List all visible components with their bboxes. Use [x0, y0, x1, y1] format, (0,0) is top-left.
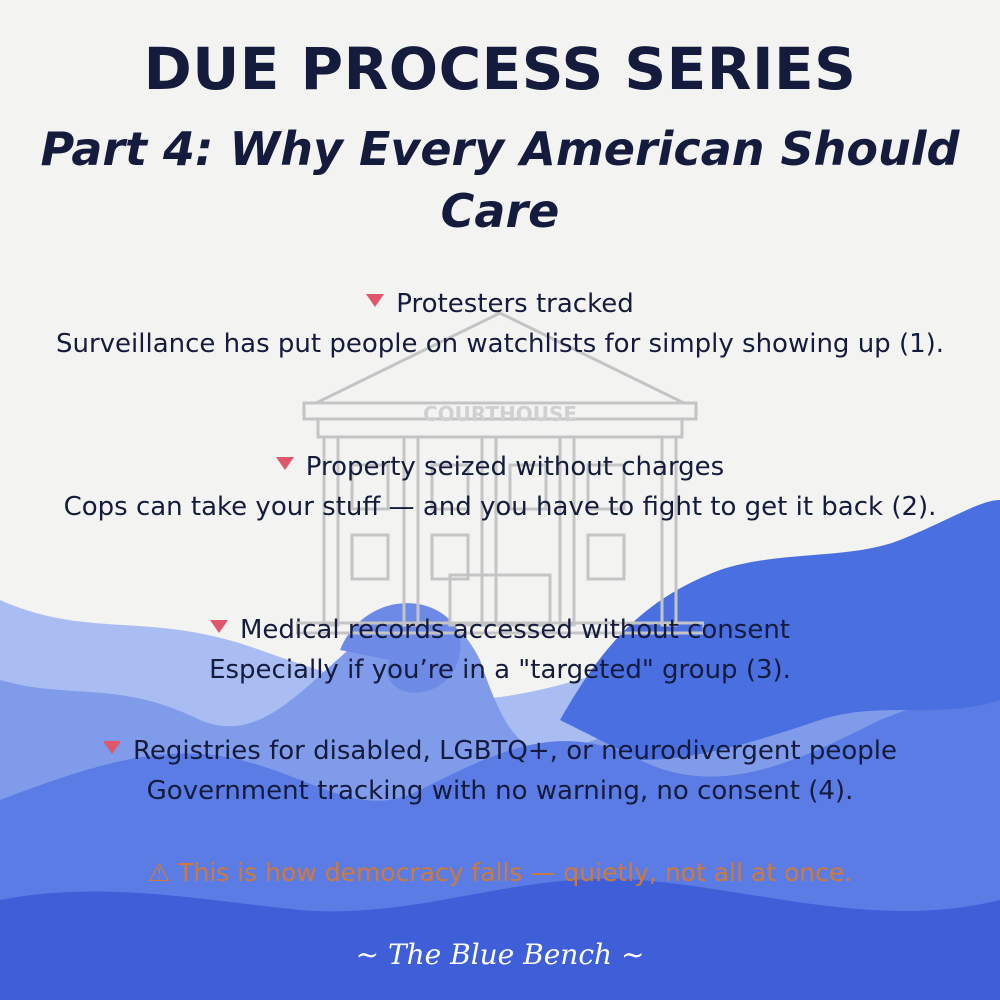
point-body: Surveillance has put people on watchlists for simply showing up (1).	[55, 329, 945, 359]
triangle-down-icon	[103, 741, 121, 754]
page-title: DUE PROCESS SERIES	[143, 35, 857, 103]
list-item	[20, 610, 980, 690]
triangle-down-icon	[276, 457, 294, 470]
point-heading	[20, 447, 980, 487]
page-subtitle: Part 4: Why Every American Should Care	[40, 122, 960, 238]
point-heading-text: Property seized without charges	[305, 452, 725, 482]
point-body: Government tracking with no warning, no consent (4).	[146, 776, 854, 806]
courthouse-label: COURTHOUSE	[422, 402, 578, 426]
list-item	[20, 284, 980, 364]
point-heading-text: Medical records accessed without consent	[239, 615, 790, 645]
point-heading	[20, 610, 980, 650]
point-heading-text: Protesters tracked	[396, 289, 634, 319]
warning-icon: ⚠	[147, 858, 179, 887]
warning-callout	[0, 853, 1000, 893]
point-body: Cops can take your stuff — and you have to fight to get it back (2).	[63, 492, 937, 522]
triangle-down-icon	[210, 620, 228, 633]
triangle-down-icon	[366, 294, 384, 307]
point-heading-text: Registries for disabled, LGBTQ+, or neurodivergent people	[133, 736, 897, 766]
warning-text: This is how democracy falls — quietly, not all at once.	[178, 858, 853, 887]
point-heading	[20, 284, 980, 324]
list-item	[20, 447, 980, 527]
point-body: Especially if you’re in a "targeted" group (3).	[209, 655, 791, 685]
list-item	[20, 731, 980, 811]
signature: ~ The Blue Bench ~	[355, 938, 645, 971]
point-heading	[20, 731, 980, 771]
